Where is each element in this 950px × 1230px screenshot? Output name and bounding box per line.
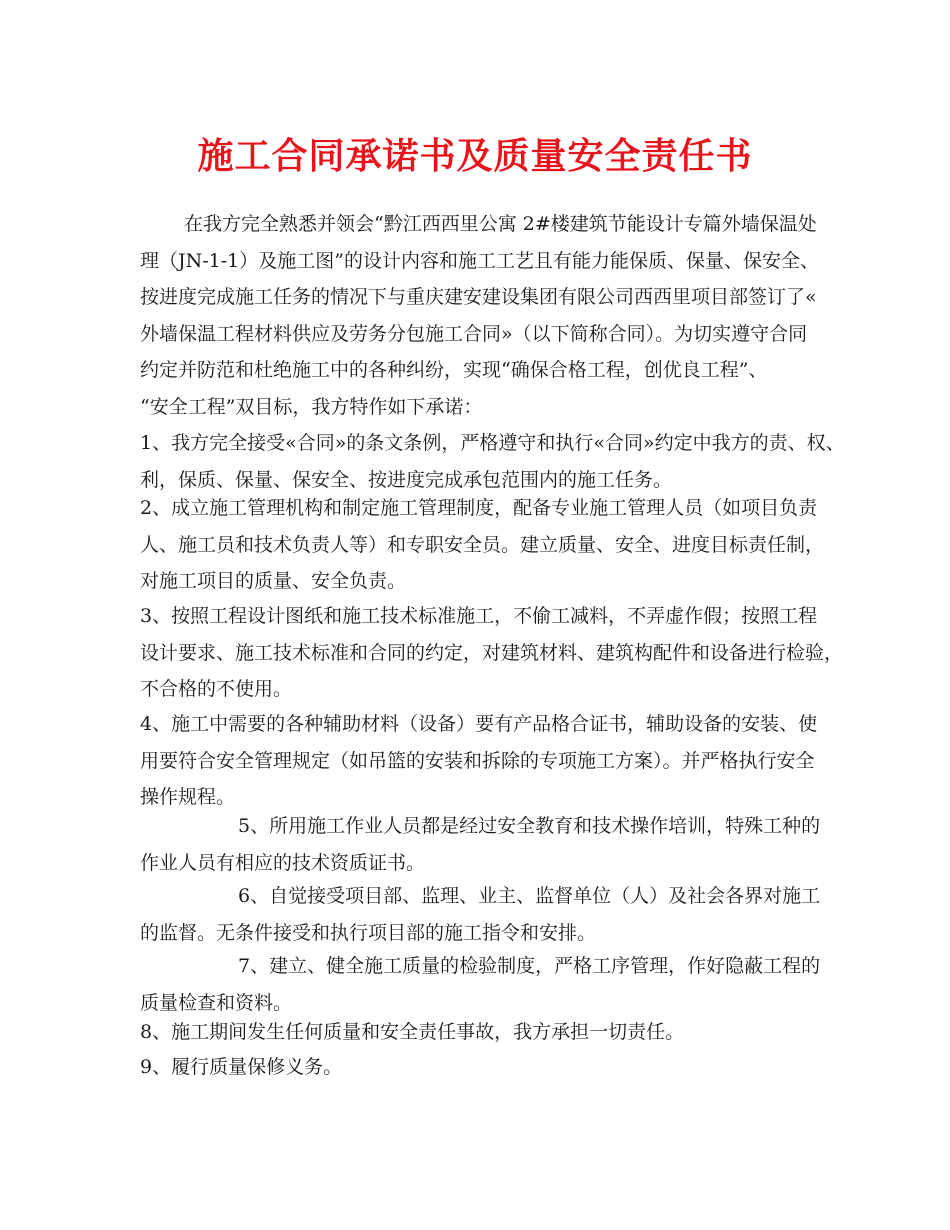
text-line: 理（JN-1-1）及施工图”的设计内容和施工工艺且有能力能保质、保量、保安全、 <box>140 249 819 272</box>
text-line: 质量检查和资料。 <box>140 991 293 1014</box>
text-line: 设计要求、施工技术标准和合同的约定，对建筑材料、建筑构配件和设备进行检验， <box>140 641 844 664</box>
text-line: 对施工项目的质量、安全负责。 <box>140 570 407 592</box>
text-line: 6、自觉接受项目部、监理、业主、监督单位（人）及社会各界对施工 <box>238 885 821 907</box>
text-line: 8、施工期间发生任何质量和安全责任事故，我方承担一切责任。 <box>140 1021 685 1043</box>
text-line: 的监督。无条件接受和执行项目部的施工指令和安排。 <box>140 921 597 944</box>
item-7 <box>140 948 830 1021</box>
item-3 <box>140 598 844 708</box>
text-line: 在我方完全熟悉并领会“黔江西西里公寓 2#楼建筑节能设计专篇外墙保温处 <box>184 213 817 235</box>
text-line: 操作规程。 <box>140 786 236 808</box>
text-line: 作业人员有相应的技术资质证书。 <box>140 851 426 874</box>
text-line: 2、成立施工管理机构和制定施工管理制度，配备专业施工管理人员（如项目负责 <box>140 497 818 519</box>
item-2 <box>140 490 830 600</box>
item-9 <box>140 1049 830 1086</box>
text-line: 利，保质、保量、保安全、按进度完成承包范围内的施工任务。 <box>140 468 673 491</box>
item-5 <box>140 808 830 881</box>
document-title: 施工合同承诺书及质量安全责任书 <box>197 135 753 177</box>
intro-paragraph <box>140 206 830 425</box>
text-line: 3、按照工程设计图纸和施工技术标准施工，不偷工减料，不弄虚作假；按照工程 <box>140 605 818 627</box>
text-line: 用要符合安全管理规定（如吊篮的安装和拆除的专项施工方案）。并严格执行安全 <box>140 749 815 772</box>
text-line: 1、我方完全接受«合同»的条文条例，严格遵守和执行«合同»约定中我方的责、权、 <box>140 432 845 454</box>
text-line: 外墙保温工程材料供应及劳务分包施工合同»（以下简称合同）。为切实遵守合同 <box>140 322 808 345</box>
text-line: 4、施工中需要的各种辅助材料（设备）要有产品格合证书，辅助设备的安装、使 <box>140 713 818 735</box>
item-6 <box>140 878 830 951</box>
text-line: 5、所用施工作业人员都是经过安全教育和技术操作培训，特殊工种的 <box>238 815 821 837</box>
text-line: 约定并防范和杜绝施工中的各种纠纷，实现“确保合格工程，创优良工程”、 <box>140 359 768 381</box>
item-1 <box>140 425 845 498</box>
text-line: 按进度完成施工任务的情况下与重庆建安建设集团有限公司西西里项目部签订了« <box>140 286 817 308</box>
item-4 <box>140 706 830 816</box>
text-line: 人、施工员和技术负责人等）和专职安全员。建立质量、安全、进度目标责任制， <box>140 533 825 556</box>
text-line: “安全工程”双目标，我方特作如下承诺： <box>140 395 483 418</box>
text-line: 9、履行质量保修义务。 <box>140 1056 343 1078</box>
item-8 <box>140 1014 830 1051</box>
text-line: 不合格的不使用。 <box>140 678 293 700</box>
text-line: 7、建立、健全施工质量的检验制度，严格工序管理，作好隐蔽工程的 <box>238 955 821 977</box>
